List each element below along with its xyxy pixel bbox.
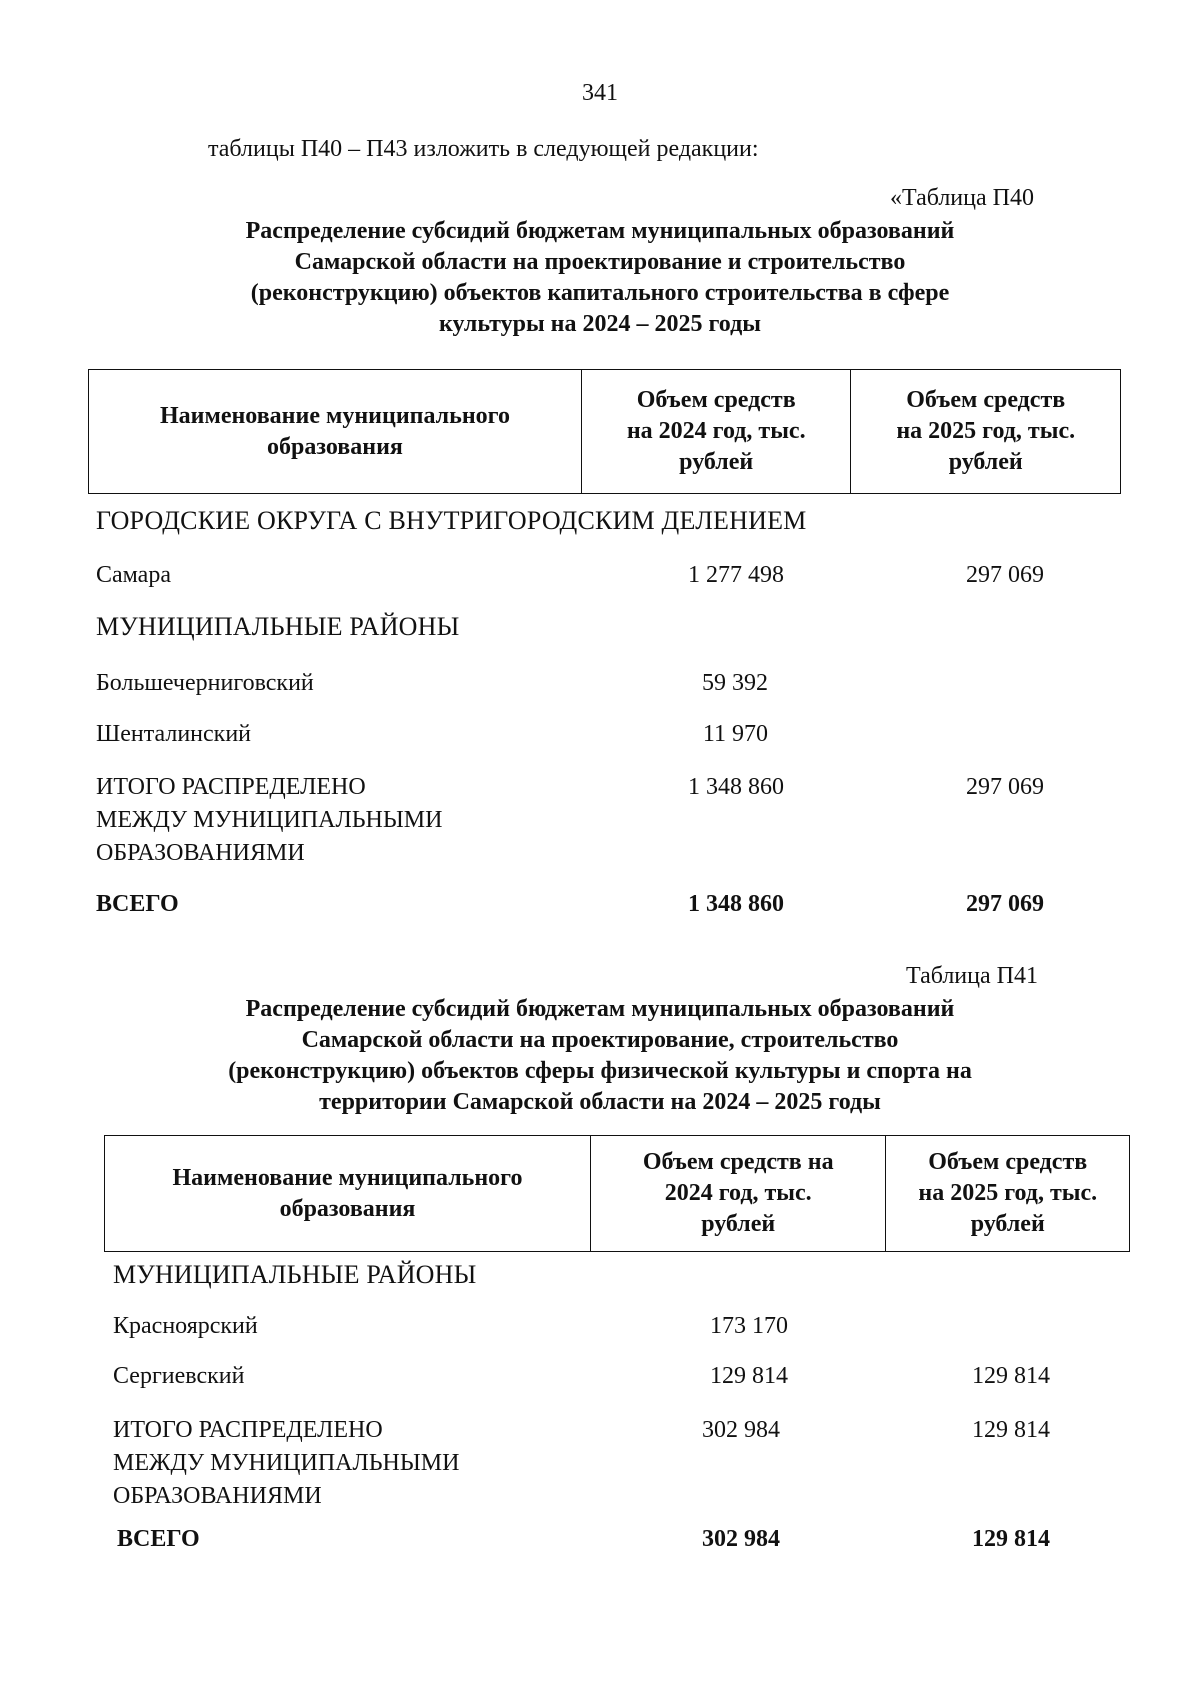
row-value-2024: 59 392 [702,670,768,696]
row-name-line: ИТОГО РАСПРЕДЕЛЕНО [96,774,366,800]
table-41-title [150,994,1050,1118]
header-2025-cell: Объем средств на 2025 год, тыс. рублей [850,370,1120,493]
table-40-caption: «Таблица П40 [890,185,1034,211]
row-name: ВСЕГО [117,1526,200,1552]
row-value-2025: 129 814 [972,1363,1050,1389]
row-name: Красноярский [113,1313,258,1339]
row-name-line: ОБРАЗОВАНИЯМИ [113,1483,322,1509]
table-41-header [104,1135,1130,1252]
row-value-2025: 297 069 [966,774,1044,800]
row-value-2025: 297 069 [966,891,1044,917]
table-41-title-line: (реконструкцию) объектов сферы физической культуры и спорта на [228,1058,972,1084]
header-name-cell: Наименование муниципального образования [159,402,510,460]
row-value-2025: 297 069 [966,562,1044,588]
table-40-title-line: Самарской области на проектирование и строительство [294,249,906,275]
header-2025-cell: Объем средств на 2025 год, тыс. рублей [885,1136,1129,1251]
row-value-2024: 11 970 [702,721,768,747]
table-40-group-label: ГОРОДСКИЕ ОКРУГА С ВНУТРИГОРОДСКИМ ДЕЛЕНИЕМ [96,506,807,535]
row-name: Шенталинский [96,721,252,747]
row-name-line: МЕЖДУ МУНИЦИПАЛЬНЫМИ [113,1450,460,1476]
table-40-title-line: культуры на 2024 – 2025 годы [438,311,761,337]
page-number: 341 [582,80,618,106]
row-name-line: МЕЖДУ МУНИЦИПАЛЬНЫМИ [96,807,443,833]
row-name: Сергиевский [113,1363,245,1389]
row-value-2024: 302 984 [702,1526,780,1552]
header-2024-cell: Объем средств на 2024 год, тыс. рублей [590,1136,885,1251]
row-value-2024: 1 277 498 [688,562,784,588]
intro-text: таблицы П40 – П43 изложить в следующей редакции: [208,136,759,162]
header-name-cell: Наименование муниципального образования [172,1164,523,1222]
table-41-group-label: МУНИЦИПАЛЬНЫЕ РАЙОНЫ [113,1260,477,1289]
row-value-2025: 129 814 [972,1526,1050,1552]
row-name: ВСЕГО [96,891,179,917]
table-41-title-line: территории Самарской области на 2024 – 2025 годы [319,1089,881,1115]
table-40-title [150,216,1050,340]
row-name: Самара [96,562,171,588]
row-name: Большечерниговский [96,670,314,696]
row-value-2024: 1 348 860 [688,774,784,800]
table-41-title-line: Самарской области на проектирование, строительство [301,1027,899,1053]
table-40-group-label: МУНИЦИПАЛЬНЫЕ РАЙОНЫ [96,612,460,641]
row-value-2024: 129 814 [710,1363,788,1389]
row-name-line: ОБРАЗОВАНИЯМИ [96,840,305,866]
row-value-2025: 129 814 [972,1417,1050,1443]
header-2024-cell: Объем средств на 2024 год, тыс. рублей [581,370,851,493]
table-40-title-line: (реконструкцию) объектов капитального строительства в сфере [250,280,950,306]
table-41-title-line: Распределение субсидий бюджетам муниципальных образований [245,996,955,1022]
table-40-header [88,369,1121,494]
table-40-title-line: Распределение субсидий бюджетам муниципальных образований [245,218,955,244]
row-value-2024: 302 984 [702,1417,780,1443]
table-41-caption: Таблица П41 [906,963,1038,989]
row-value-2024: 1 348 860 [688,891,784,917]
row-name-line: ИТОГО РАСПРЕДЕЛЕНО [113,1417,383,1443]
row-value-2024: 173 170 [710,1313,788,1339]
